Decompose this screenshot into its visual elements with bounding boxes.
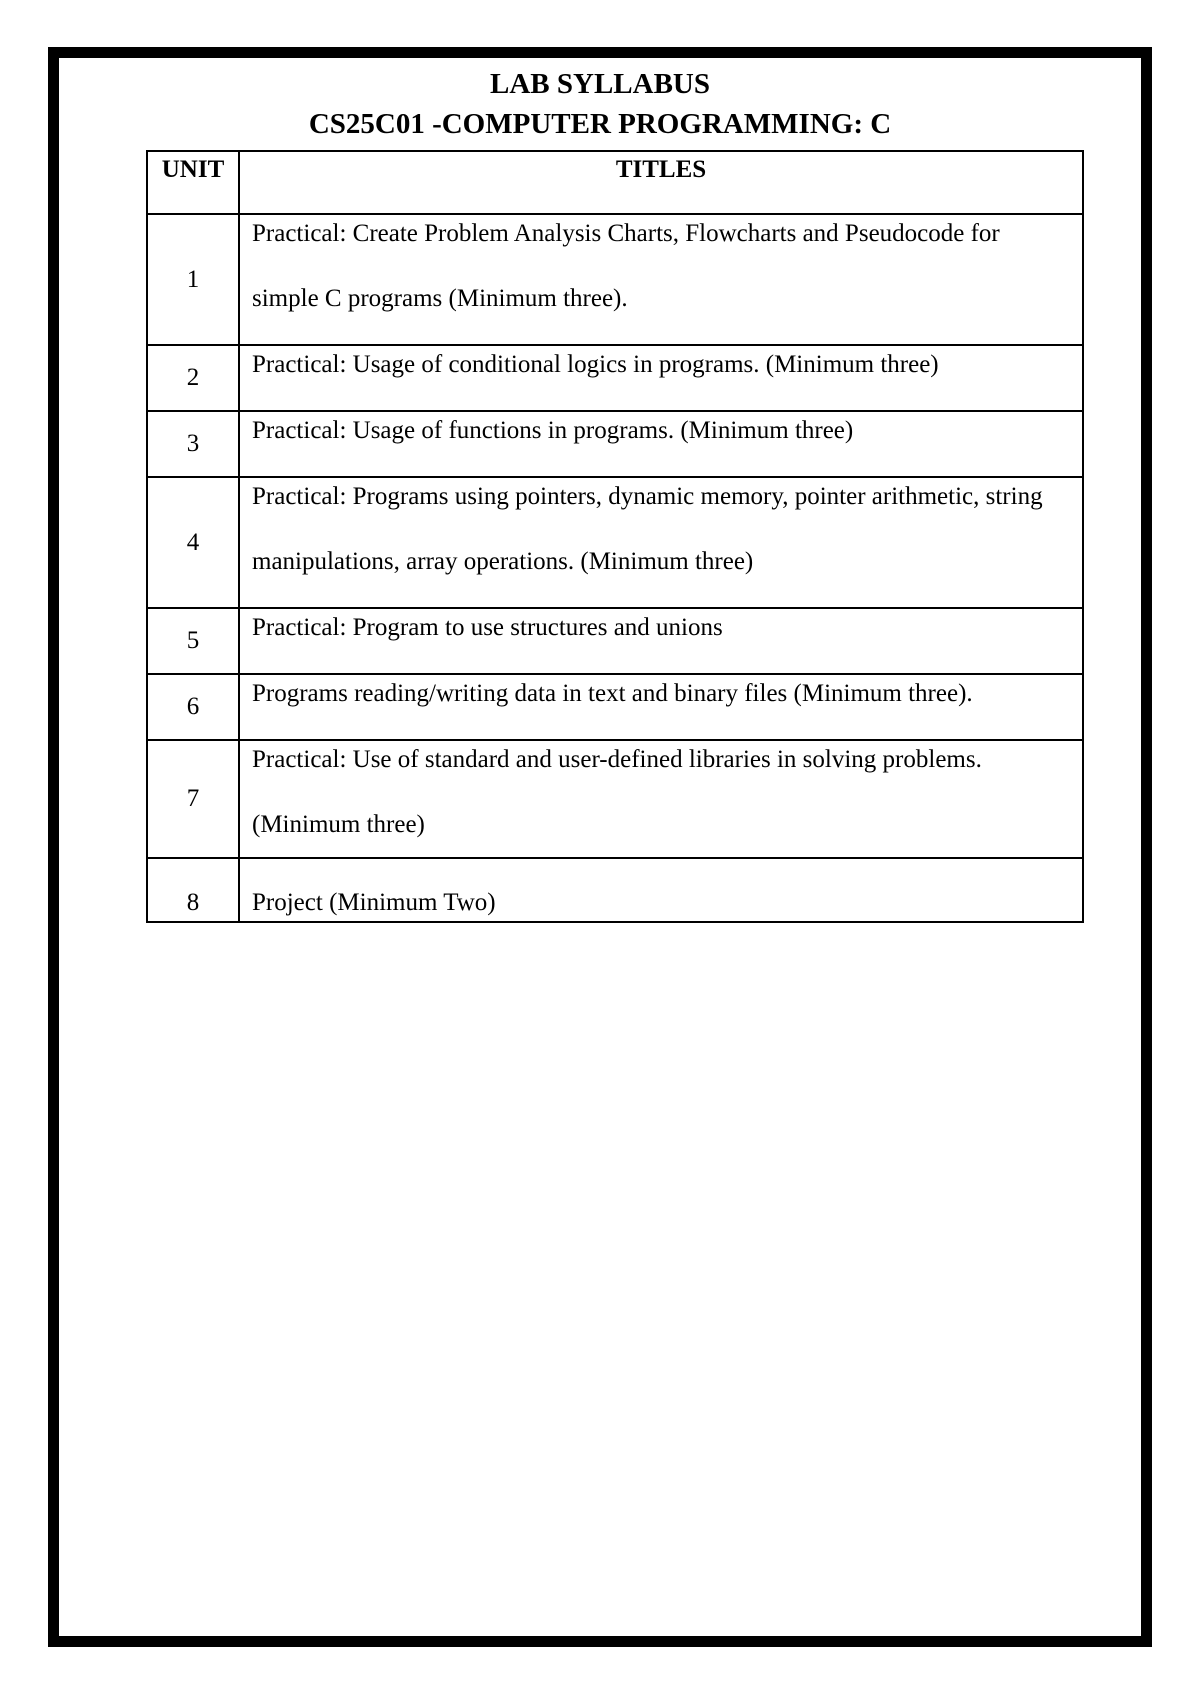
unit-title: Practical: Use of standard and user-defined libraries in solving problems. (Minimum three) [252,746,982,838]
unit-number: 8 [147,858,239,922]
unit-title: Practical: Usage of conditional logics in programs. (Minimum three) [252,351,939,378]
table-row [147,477,1083,608]
unit-column-header: UNIT [147,151,239,214]
table-row [147,740,1083,858]
titles-column-header: TITLES [239,151,1083,214]
unit-title: Practical: Programs using pointers, dynamic memory, pointer arithmetic, string manipulations, array operations. (Minimum three) [252,483,1043,575]
unit-number: 5 [147,608,239,674]
unit-number: 2 [147,345,239,411]
unit-title-cell [239,214,1083,345]
unit-number: 7 [147,740,239,858]
unit-number: 1 [147,214,239,345]
unit-title-cell [239,740,1083,858]
unit-title-cell [239,858,1083,922]
unit-number: 6 [147,674,239,740]
document-heading: LAB SYLLABUS [490,68,710,100]
unit-title: Practical: Create Problem Analysis Charts, Flowcharts and Pseudocode for simple C programs (Minimum three). [252,220,1000,312]
table-row [147,858,1083,922]
unit-title: Practical: Program to use structures and unions [252,614,723,641]
syllabus-table [146,150,1084,923]
unit-number: 4 [147,477,239,608]
unit-number: 3 [147,411,239,477]
unit-title: Project (Minimum Two) [252,889,496,916]
unit-title: Programs reading/writing data in text and binary files (Minimum three). [252,680,973,707]
unit-title: Practical: Usage of functions in programs. (Minimum three) [252,417,854,444]
document-header [0,64,1200,144]
course-title: CS25C01 -COMPUTER PROGRAMMING: C [308,108,892,140]
table-row [147,214,1083,345]
unit-title-cell [239,477,1083,608]
